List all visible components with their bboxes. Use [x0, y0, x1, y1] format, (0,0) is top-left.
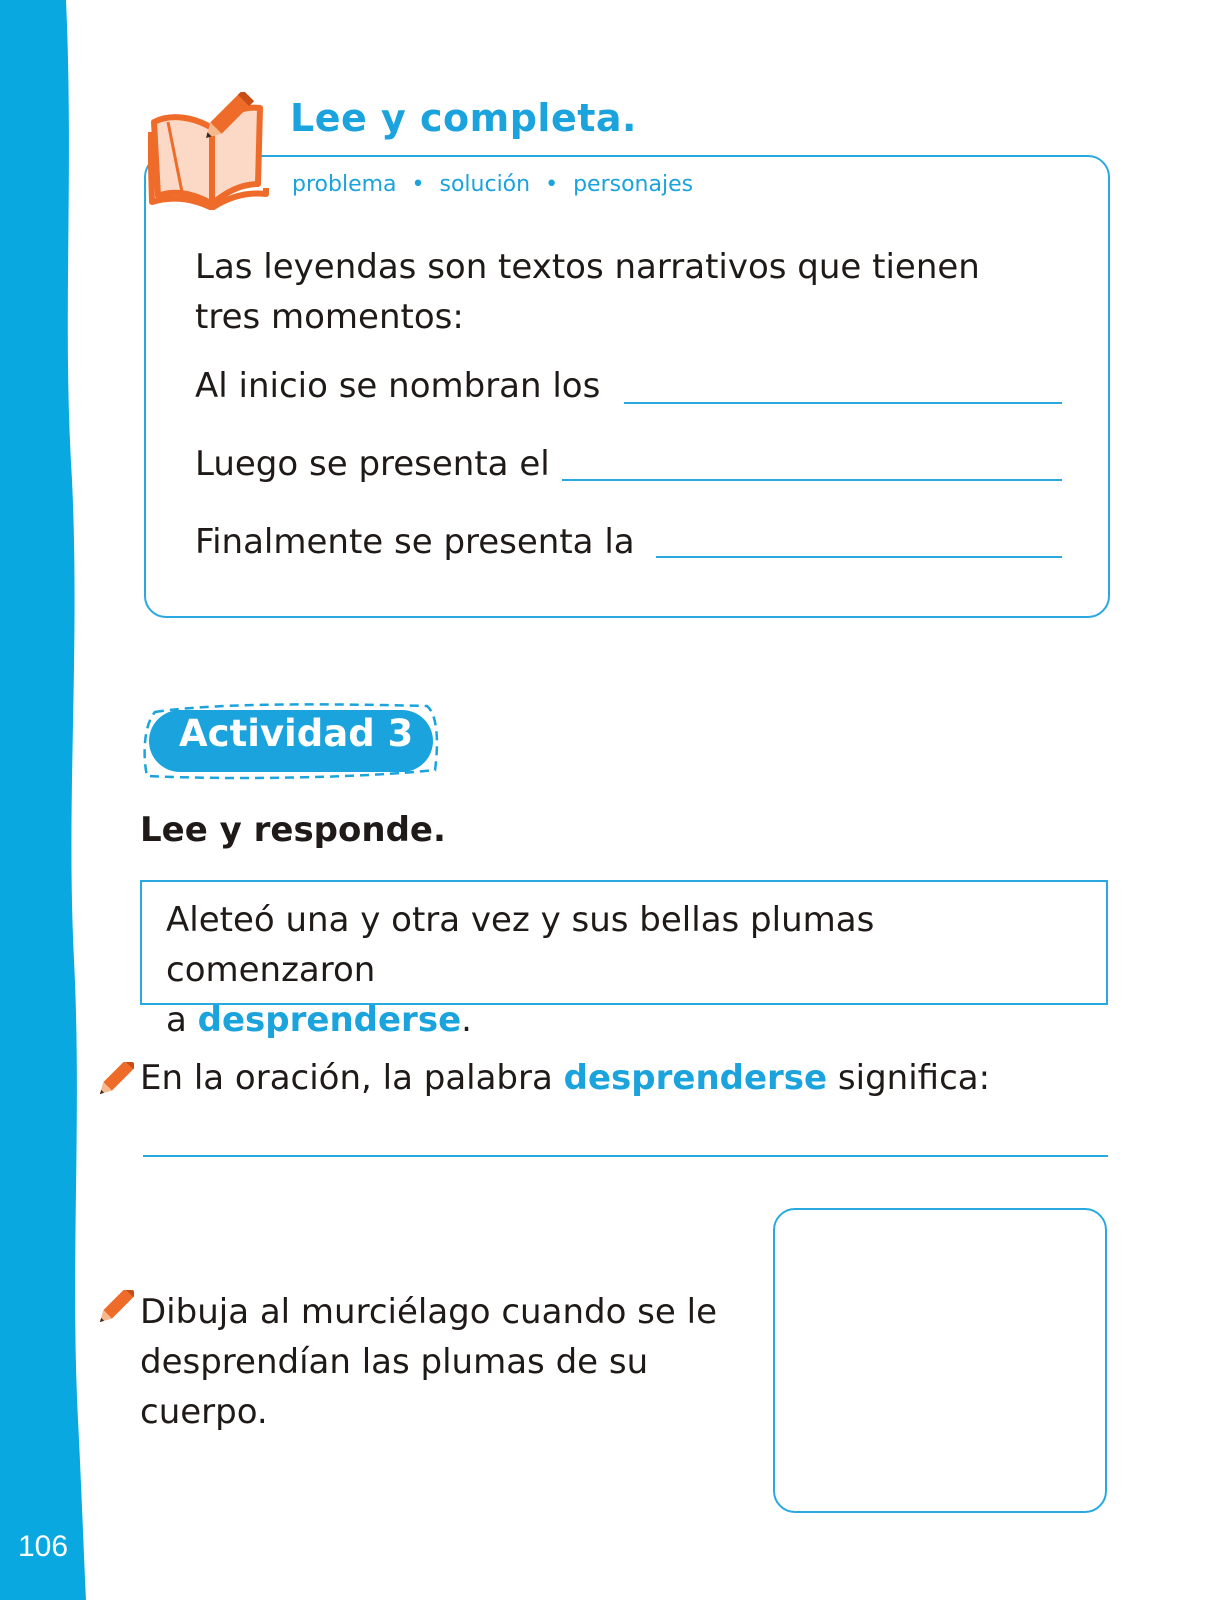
intro-line: Las leyendas son textos narrativos que tienen	[195, 247, 980, 287]
question-2-line: desprendían las plumas de su cuerpo.	[140, 1342, 649, 1432]
fill-sentence-2: Luego se presenta el	[195, 444, 550, 484]
highlight-word: desprenderse	[563, 1058, 828, 1098]
fill-sentence-1: Al inicio se nombran los	[195, 366, 601, 406]
activity-badge	[141, 700, 443, 784]
word-bank-item: solución	[439, 172, 531, 197]
quote-text	[166, 895, 1086, 1045]
answer-blank-3[interactable]	[656, 556, 1062, 558]
pencil-icon	[92, 1062, 134, 1104]
drawing-box[interactable]	[773, 1208, 1107, 1513]
intro-paragraph	[195, 242, 1015, 342]
word-bank-item: problema	[292, 172, 397, 197]
word-bank-separator: •	[411, 172, 425, 197]
answer-blank-2[interactable]	[562, 479, 1062, 481]
activity-instruction: Lee y responde.	[140, 810, 446, 850]
pencil-icon	[92, 1290, 134, 1332]
word-bank-item: personajes	[573, 172, 694, 197]
question-1	[140, 1058, 990, 1098]
book-pencil-icon	[148, 92, 278, 210]
question-2-line: Dibuja al murciélago cuando se le	[140, 1292, 717, 1332]
question-2	[140, 1287, 780, 1437]
quote-suffix: .	[461, 1000, 472, 1040]
word-bank	[292, 172, 693, 197]
highlight-word: desprenderse	[197, 1000, 462, 1040]
quote-line: Aleteó una y otra vez y sus bellas plumas comenzaron	[166, 900, 875, 990]
answer-line[interactable]	[143, 1155, 1108, 1157]
page-number: 106	[18, 1530, 69, 1563]
answer-blank-1[interactable]	[624, 402, 1062, 404]
side-band	[0, 0, 100, 1600]
activity-label: Actividad 3	[179, 712, 414, 755]
word-bank-separator: •	[545, 172, 559, 197]
question-1-text: En la oración, la palabra	[140, 1058, 564, 1098]
section-title: Lee y completa.	[290, 96, 637, 140]
question-1-text-end: significa:	[827, 1058, 991, 1098]
quote-prefix: a	[166, 1000, 198, 1040]
intro-line: tres momentos:	[195, 297, 464, 337]
fill-sentence-3: Finalmente se presenta la	[195, 522, 635, 562]
